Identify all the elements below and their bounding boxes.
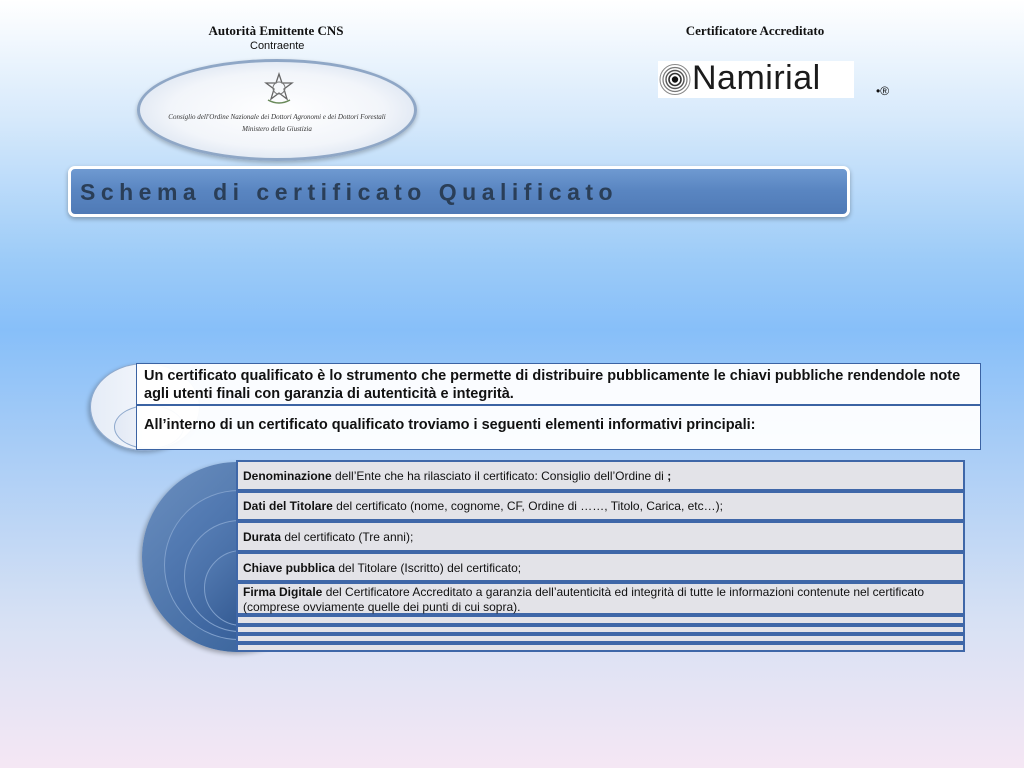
element-label: Chiave pubblica bbox=[243, 561, 336, 575]
element-row-empty bbox=[236, 625, 965, 634]
element-label: Firma Digitale bbox=[243, 585, 323, 599]
registered-mark: •® bbox=[876, 84, 890, 98]
element-text: del Titolare (Iscritto) del certificato; bbox=[335, 561, 522, 575]
namirial-logo bbox=[658, 61, 854, 98]
seal-council-name: Consiglio dell'Ordine Nazionale dei Dottori Agronomi e dei Dottori Forestali bbox=[168, 113, 386, 121]
element-text: del Certificatore Accreditato a garanzia dell’autenticità ed integrità di tutte le informazioni contenute nel certificato (comprese ovviamente quelle dei punti di cui sopra). bbox=[243, 585, 925, 614]
intro-definition-text: Un certificato qualificato è lo strumento che permette di distribuire pubblicamente le chiavi pubbliche rendendole note agli utenti finali con garanzia di autenticità e integrità. bbox=[144, 368, 961, 402]
element-row-empty bbox=[236, 615, 965, 625]
council-seal bbox=[137, 59, 417, 161]
element-row-chiave bbox=[236, 552, 965, 582]
intro-box-elements bbox=[136, 405, 981, 450]
namirial-wordmark: Namirial bbox=[692, 59, 821, 97]
element-row-denominazione bbox=[236, 460, 965, 491]
element-row-empty bbox=[236, 643, 965, 652]
element-row-titolare bbox=[236, 491, 965, 521]
element-text: del certificato (nome, cognome, CF, Ordine di ……, Titolo, Carica, etc…); bbox=[332, 499, 723, 513]
issuer-subheading: Contraente bbox=[250, 40, 305, 52]
element-row-empty bbox=[236, 634, 965, 643]
republic-emblem-icon bbox=[264, 72, 294, 106]
element-label: Dati del Titolare bbox=[243, 499, 333, 513]
intro-elements-text: All’interno di un certificato qualificato troviamo i seguenti elementi informativi principali: bbox=[144, 417, 756, 433]
element-tail: ; bbox=[667, 469, 672, 483]
certifier-heading: Certificatore Accreditato bbox=[685, 23, 825, 38]
element-text: del certificato (Tre anni); bbox=[281, 530, 414, 544]
element-label: Durata bbox=[243, 530, 282, 544]
element-text: dell’Ente che ha rilasciato il certificato: Consiglio dell’Ordine di bbox=[331, 469, 668, 483]
title-banner bbox=[68, 166, 850, 217]
intro-box-definition bbox=[136, 363, 981, 405]
namirial-spiral-icon bbox=[658, 61, 692, 98]
element-row-durata bbox=[236, 521, 965, 552]
seal-ministry-name: Ministero della Giustizia bbox=[242, 125, 312, 133]
element-label: Denominazione bbox=[243, 469, 332, 483]
element-row-firma bbox=[236, 582, 965, 615]
page-title: Schema di certificato Qualificato bbox=[80, 179, 619, 205]
issuer-heading: Autorità Emittente CNS bbox=[208, 23, 344, 38]
